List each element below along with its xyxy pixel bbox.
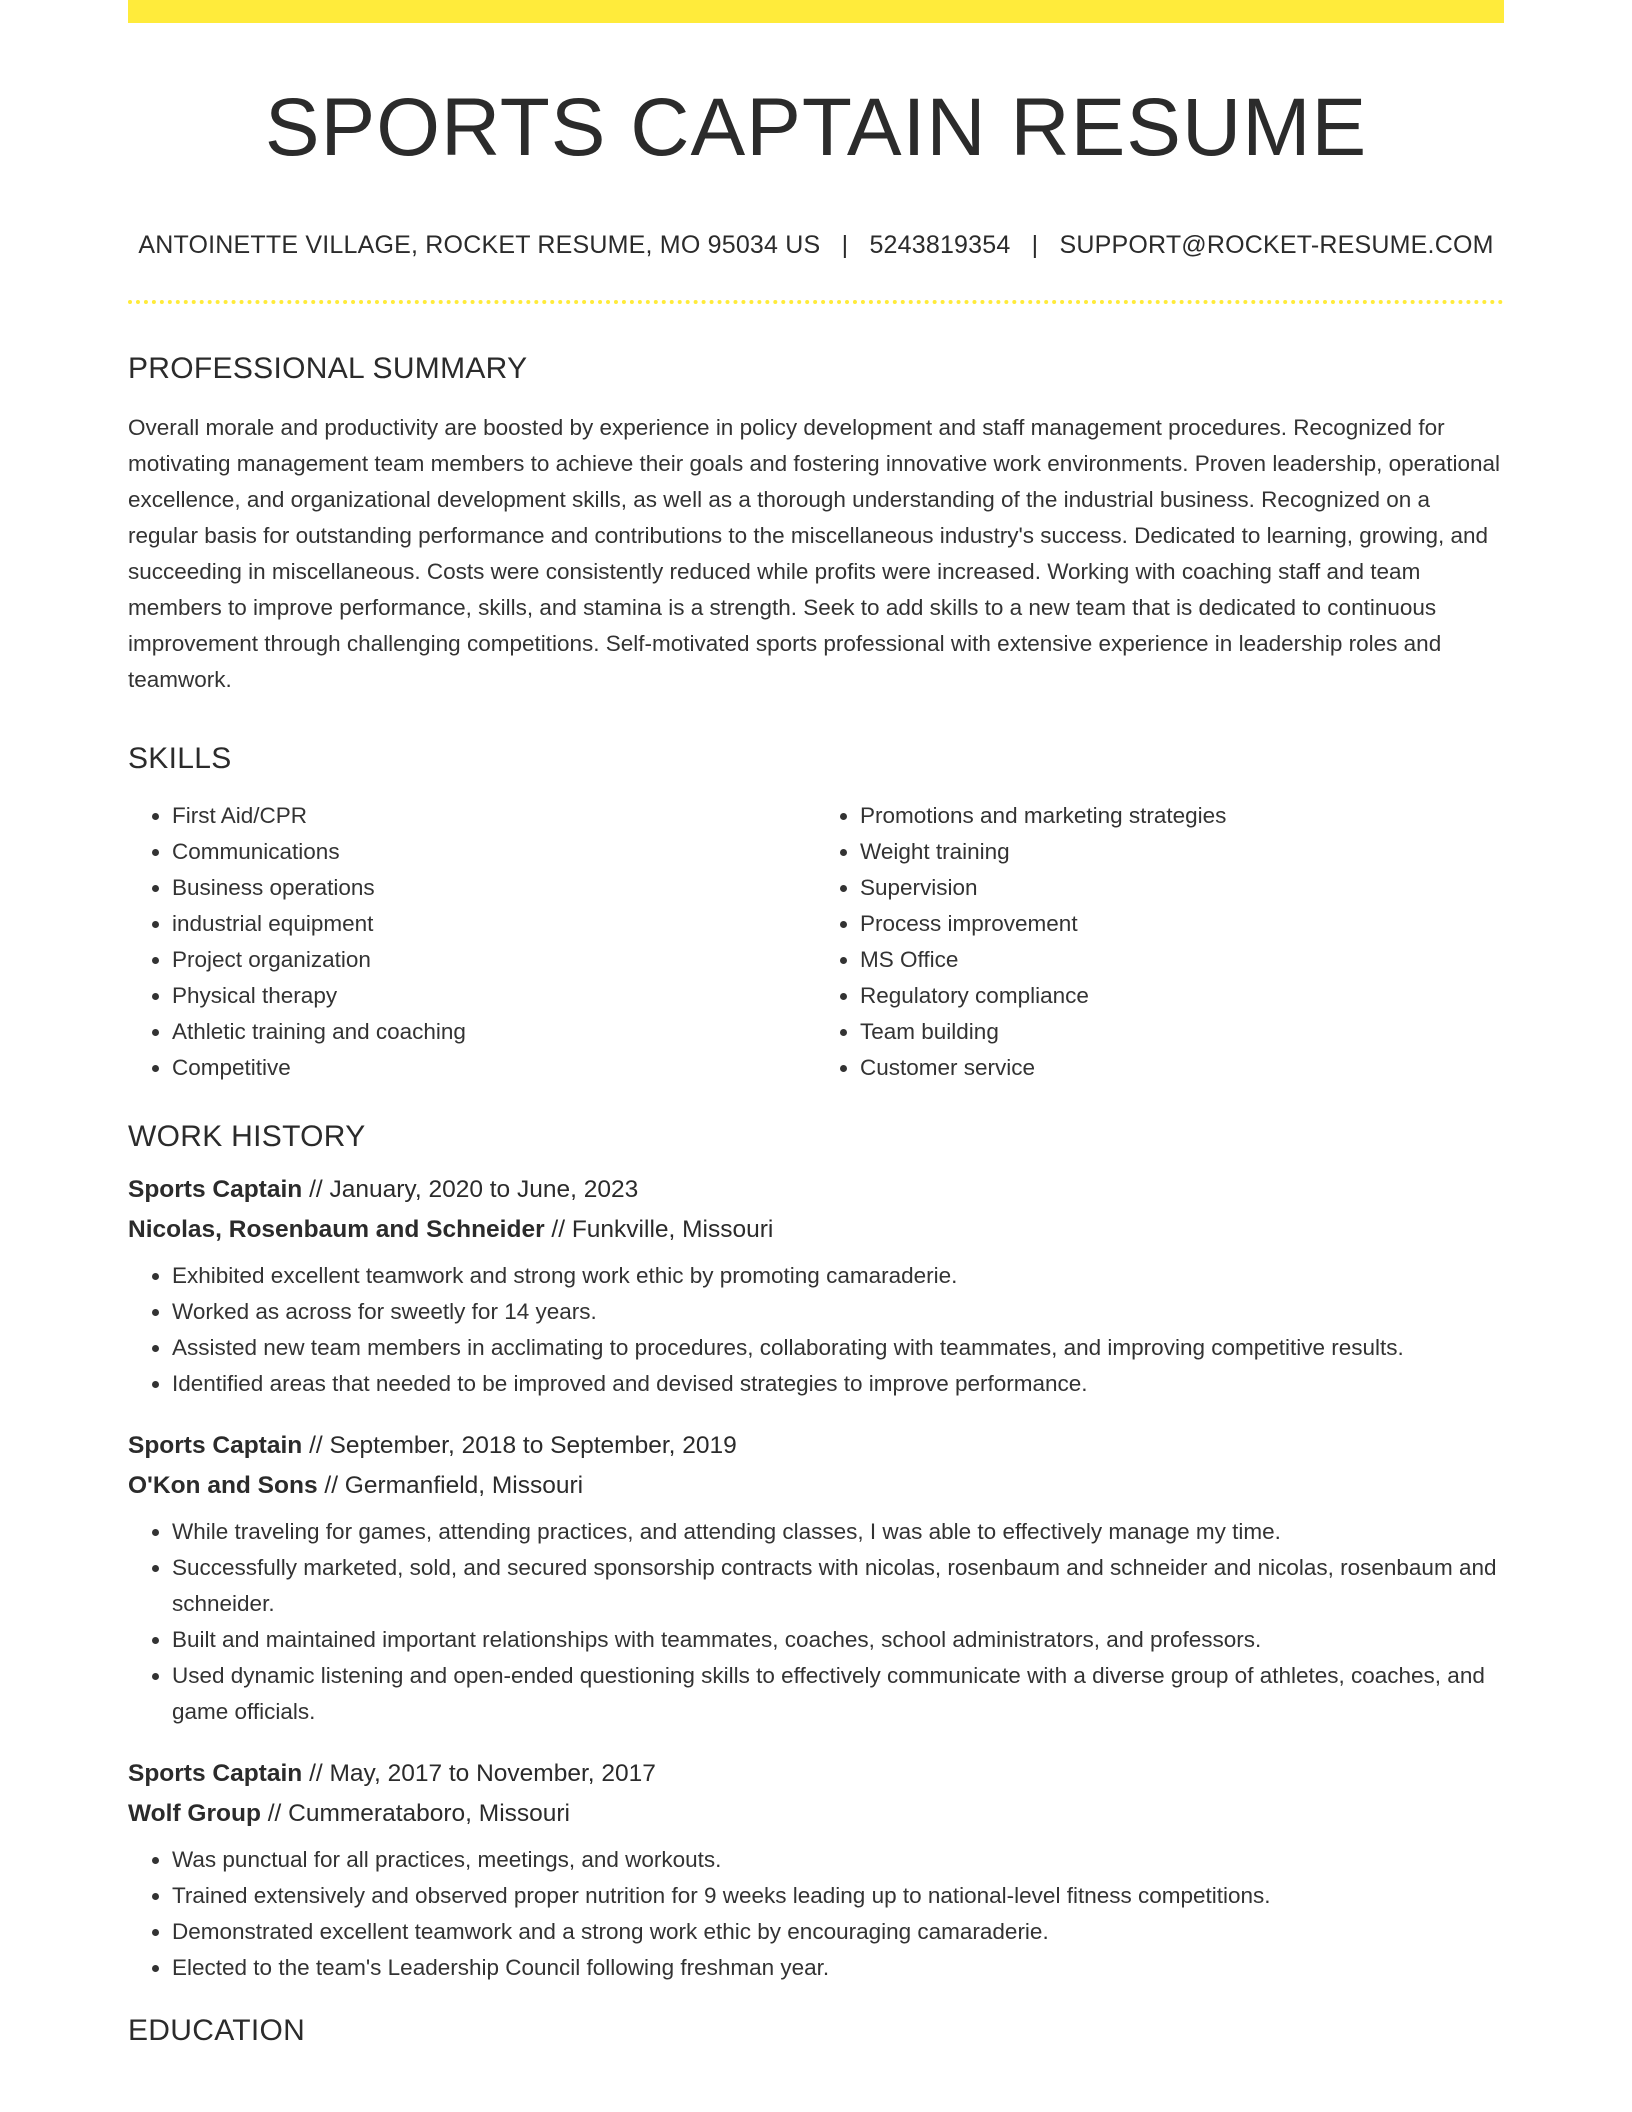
job-company: Nicolas, Rosenbaum and Schneider — [128, 1216, 545, 1244]
job-company: Wolf Group — [128, 1800, 261, 1828]
job-entry — [128, 1754, 1504, 1986]
resume-page — [128, 0, 1504, 2048]
contact-address: ANTOINETTE VILLAGE, ROCKET RESUME, MO 95034 US — [138, 231, 821, 260]
skill-item: • Promotions and marketing strategies — [860, 798, 1504, 834]
skill-item: • Athletic training and coaching — [172, 1014, 816, 1050]
job-bullets — [128, 1842, 1504, 1986]
job-bullet: • Built and maintained important relationships with teammates, coaches, school administrators, and professors. — [172, 1622, 1504, 1658]
accent-top-bar — [128, 0, 1504, 23]
contact-email: SUPPORT@ROCKET-RESUME.COM — [1059, 231, 1494, 260]
job-title: Sports Captain — [128, 1760, 303, 1788]
skill-item: • Physical therapy — [172, 978, 816, 1014]
skill-item: • Customer service — [860, 1050, 1504, 1086]
job-title-line — [128, 1426, 1504, 1466]
skill-item: • Competitive — [172, 1050, 816, 1086]
skill-item: • MS Office — [860, 942, 1504, 978]
skill-item: • Team building — [860, 1014, 1504, 1050]
skill-item: • Regulatory compliance — [860, 978, 1504, 1014]
job-dates: // January, 2020 to June, 2023 — [309, 1176, 639, 1204]
job-company-line — [128, 1210, 1504, 1250]
job-bullet: • Elected to the team's Leadership Council following freshman year. — [172, 1950, 1504, 1986]
work-history-heading: WORK HISTORY — [128, 1120, 366, 1154]
summary-heading: PROFESSIONAL SUMMARY — [128, 352, 528, 386]
skill-item: • Weight training — [860, 834, 1504, 870]
job-location: // Germanfield, Missouri — [324, 1472, 584, 1500]
job-company-line — [128, 1794, 1504, 1834]
skill-item: • industrial equipment — [172, 906, 816, 942]
job-bullet: • While traveling for games, attending practices, and attending classes, I was able to effectively manage my time. — [172, 1514, 1504, 1550]
job-entry — [128, 1170, 1504, 1402]
skill-item: • Project organization — [172, 942, 816, 978]
job-company-line — [128, 1466, 1504, 1506]
contact-separator: | — [841, 231, 849, 260]
job-title: Sports Captain — [128, 1432, 303, 1460]
education-heading: EDUCATION — [128, 2014, 306, 2048]
job-title-line — [128, 1170, 1504, 1210]
job-bullets — [128, 1514, 1504, 1730]
job-bullet: • Was punctual for all practices, meetings, and workouts. — [172, 1842, 1504, 1878]
job-bullet: • Identified areas that needed to be improved and devised strategies to improve performance. — [172, 1366, 1504, 1402]
skills-columns — [128, 798, 1504, 1086]
skills-list-left — [128, 798, 816, 1086]
job-bullet: • Worked as across for sweetly for 14 years. — [172, 1294, 1504, 1330]
job-dates: // September, 2018 to September, 2019 — [309, 1432, 737, 1460]
job-bullet: • Successfully marketed, sold, and secured sponsorship contracts with nicolas, rosenbaum and schneider and nicolas, rosenbaum and schneider. — [172, 1550, 1504, 1622]
summary-text: Overall morale and productivity are boosted by experience in policy development and staff management procedures. Recognized for motivating management team members to achieve their goals and fostering innovative work environments. Proven leadership, operational excellence, and organizational development skills, as well as a thorough understanding of the industrial business. Recognized on a regular basis for outstanding performance and contributions to the miscellaneous industry's success. Dedicated to learning, growing, and succeeding in miscellaneous. Costs were consistently reduced while profits were increased. Working with coaching staff and team members to improve performance, skills, and stamina is a strength. Seek to add skills to a new team that is dedicated to continuous improvement through challenging competitions. Self-motivated sports professional with extensive experience in leadership roles and teamwork. — [128, 415, 1500, 693]
job-bullet: • Exhibited excellent teamwork and strong work ethic by promoting camaraderie. — [172, 1258, 1504, 1294]
dotted-divider — [128, 300, 1504, 304]
contact-phone: 5243819354 — [869, 231, 1011, 260]
job-location: // Funkville, Missouri — [551, 1216, 774, 1244]
job-bullet: • Demonstrated excellent teamwork and a strong work ethic by encouraging camaraderie. — [172, 1914, 1504, 1950]
skill-item: • Business operations — [172, 870, 816, 906]
skills-list-right — [816, 798, 1504, 1086]
skill-item: • First Aid/CPR — [172, 798, 816, 834]
skill-item: • Communications — [172, 834, 816, 870]
contact-separator: | — [1031, 231, 1039, 260]
job-title: Sports Captain — [128, 1176, 303, 1204]
job-dates: // May, 2017 to November, 2017 — [309, 1760, 656, 1788]
job-location: // Cummerataboro, Missouri — [267, 1800, 570, 1828]
skill-item: • Supervision — [860, 870, 1504, 906]
job-bullet: • Trained extensively and observed proper nutrition for 9 weeks leading up to national-level fitness competitions. — [172, 1878, 1504, 1914]
job-bullets — [128, 1258, 1504, 1402]
job-title-line — [128, 1754, 1504, 1794]
resume-title: SPORTS CAPTAIN RESUME — [264, 82, 1368, 173]
job-bullet: • Assisted new team members in acclimating to procedures, collaborating with teammates, and improving competitive results. — [172, 1330, 1504, 1366]
job-entry — [128, 1426, 1504, 1730]
contact-line — [128, 231, 1504, 260]
skills-heading: SKILLS — [128, 742, 232, 776]
skill-item: • Process improvement — [860, 906, 1504, 942]
job-company: O'Kon and Sons — [128, 1472, 318, 1500]
job-bullet: • Used dynamic listening and open-ended questioning skills to effectively communicate with a diverse group of athletes, coaches, and game officials. — [172, 1658, 1504, 1730]
